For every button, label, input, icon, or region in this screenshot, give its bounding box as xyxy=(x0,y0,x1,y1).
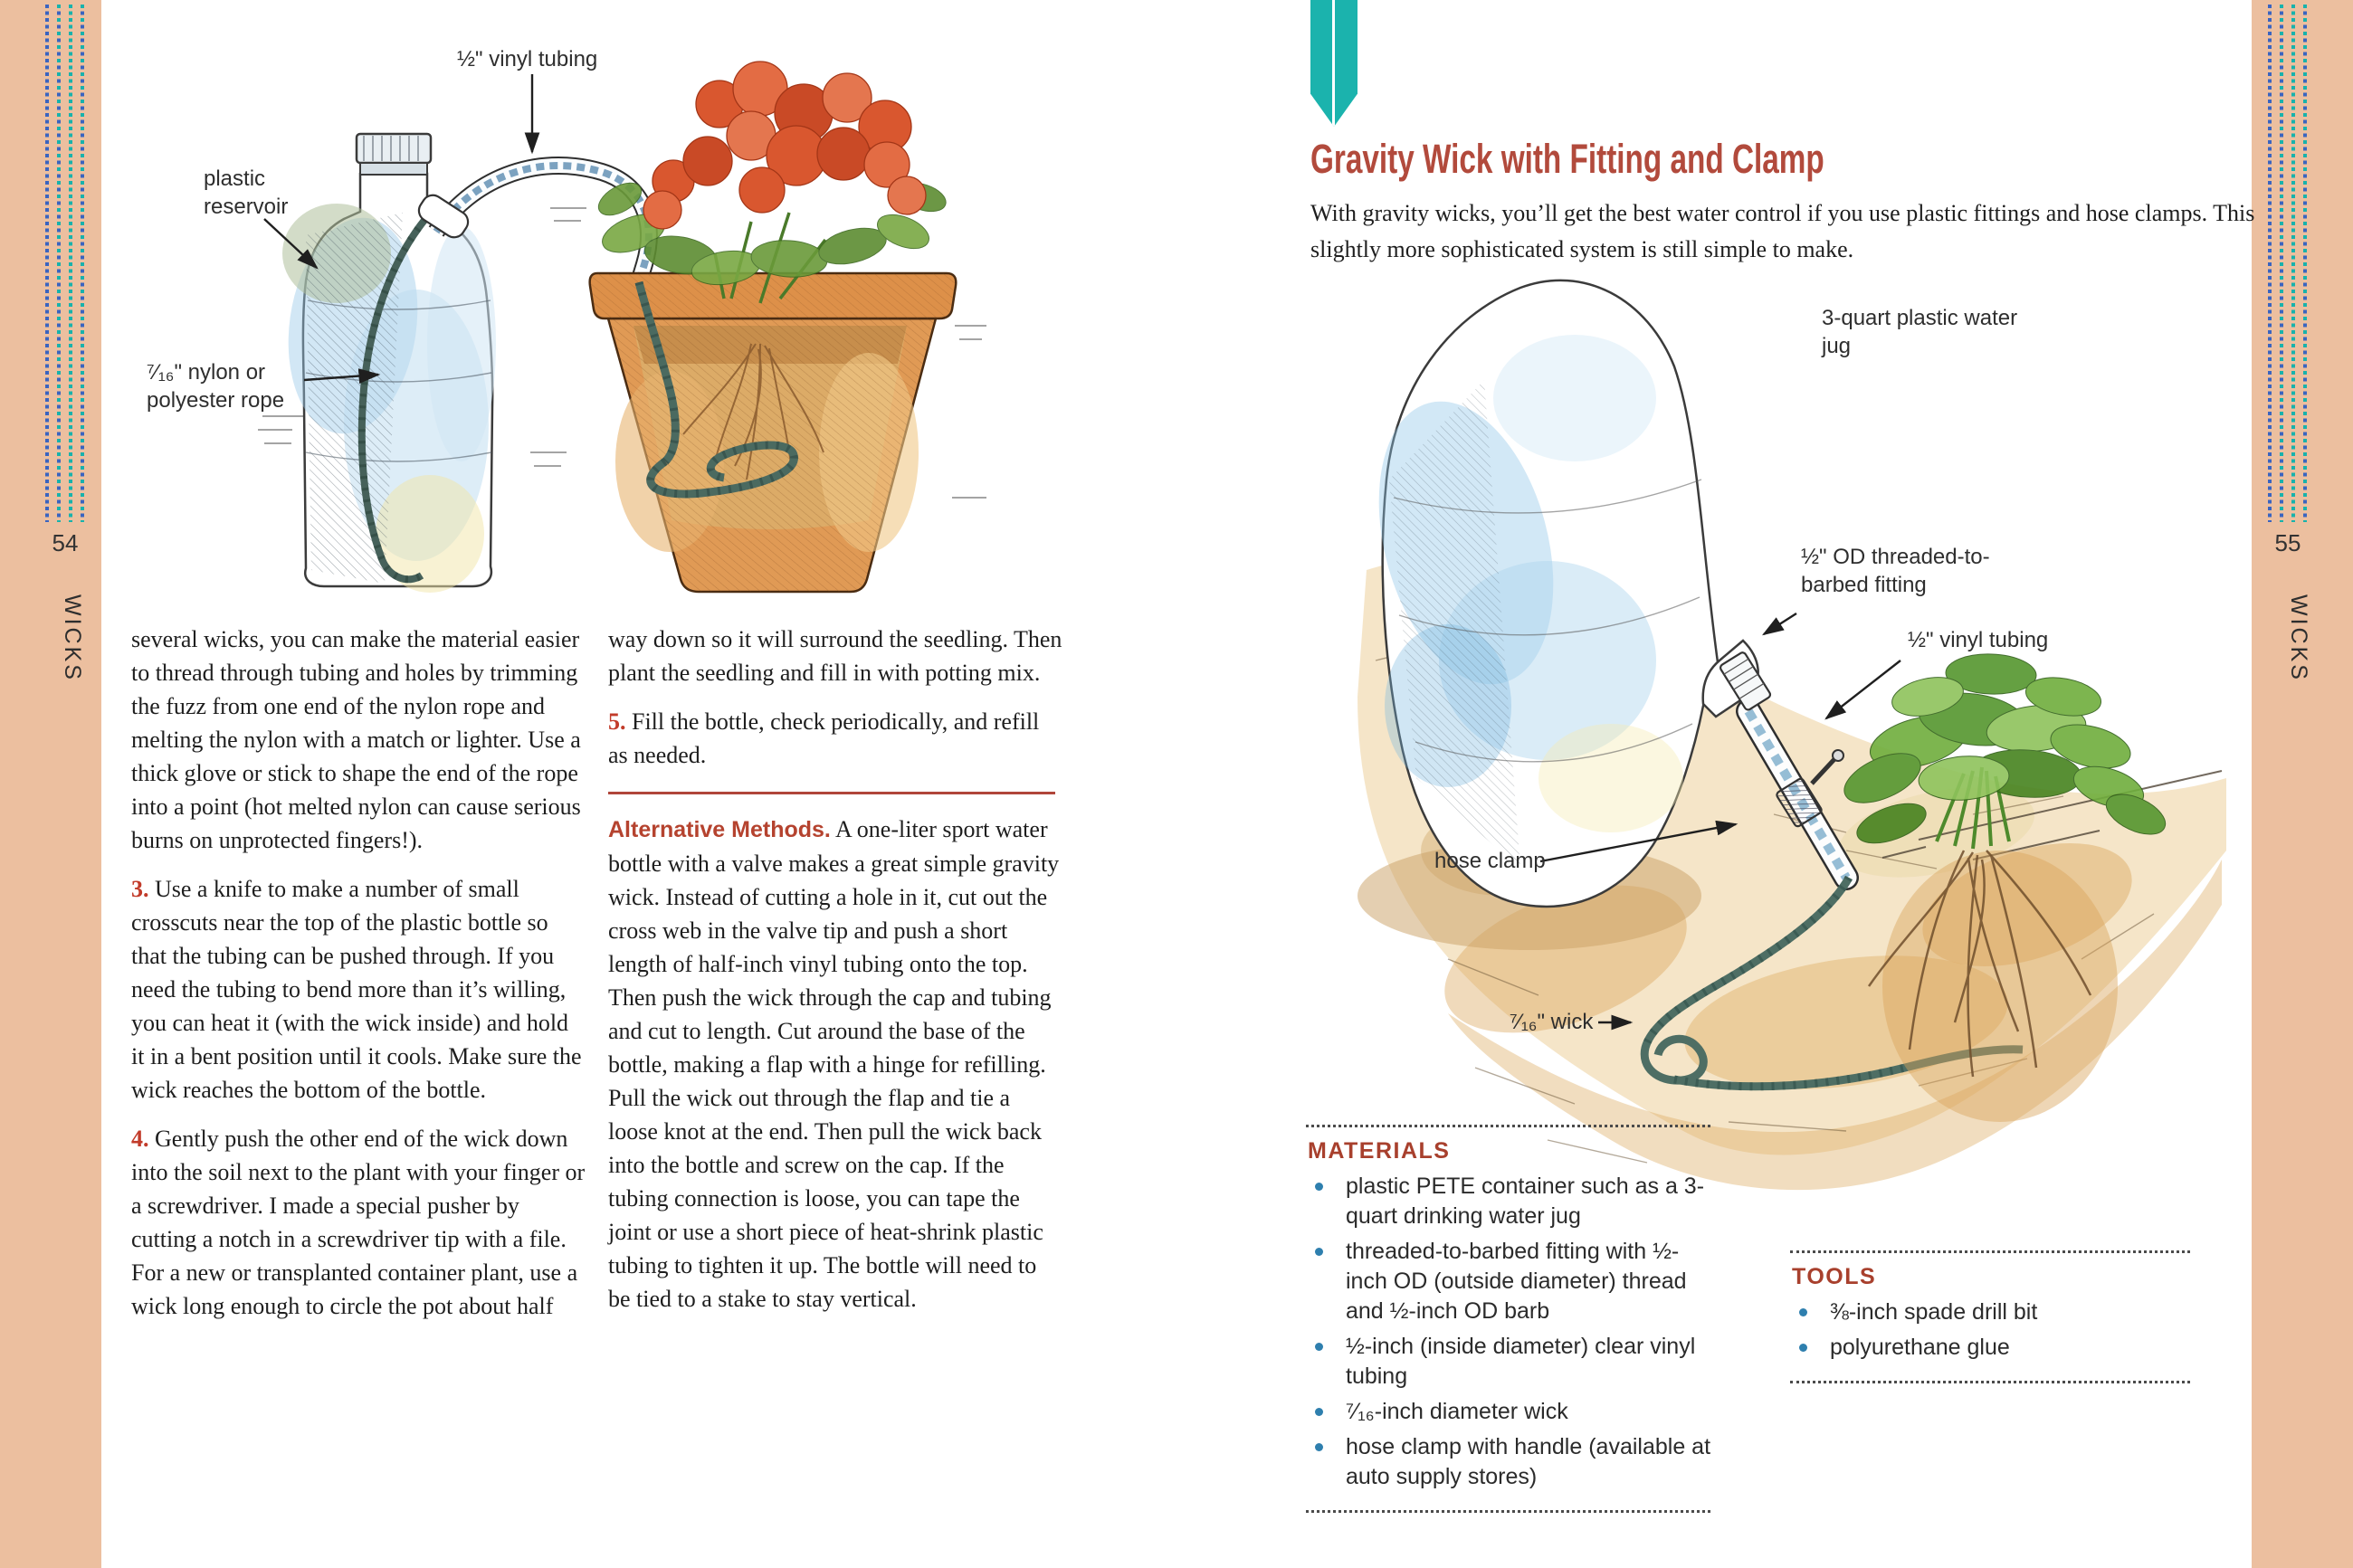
paragraph: several wicks, you can make the material easier to thread through tubing and holes by trimming the fuzz from one end of the nylon rope and melting the nylon with a match or lighter. Use a thick glove or stick to shape the end of the rope into a point (hot melted nylon can cause serious burns on unprotected fingers!). xyxy=(131,626,581,853)
page-number-left: 54 xyxy=(52,529,79,556)
list-item: ⁷⁄₁₆-inch diameter wick xyxy=(1306,1397,1710,1427)
list-item: polyurethane glue xyxy=(1790,1333,2190,1363)
materials-list xyxy=(1306,1172,1710,1492)
dot-pattern xyxy=(81,5,84,522)
text-column-2 xyxy=(608,622,1062,1331)
alternative-methods: Alternative Methods. A one-liter sport water bottle with a valve makes a great simple gravity wick. Instead of cutting a hole in it, cut out the cross web in the valve tip and push a short length of half-inch vinyl tubing onto the top. Then push the wick through the cap and tubing and cut to length. Cut around the base of the bottle, making a flap with a hinge for refilling. Pull the wick out through the flap and tie a loose knot at the end. Then pull the wick back into the bottle and screw on the cap. If the tubing connection is loose, you can tape the joint or use a short piece of heat-shrink plastic tubing to tighten it up. The bottle will need to be tied to a stake to stay vertical. xyxy=(608,816,1060,1312)
bullet-icon xyxy=(1799,1344,1807,1352)
list-item: hose clamp with handle (available at auto supply stores) xyxy=(1306,1432,1710,1492)
bullet-icon xyxy=(1799,1308,1807,1316)
label-wick: ⁷⁄₁₆" wick xyxy=(1510,1010,1594,1034)
dot-pattern xyxy=(2291,5,2295,522)
tools-box xyxy=(1790,1250,2190,1383)
alt-methods-heading: Alternative Methods. xyxy=(608,817,831,842)
label-nylon-rope: ⁷⁄₁₆" nylon or polyester rope xyxy=(147,360,285,413)
list-item: ⅜-inch spade drill bit xyxy=(1790,1297,2190,1327)
spine-label-left: WICKS xyxy=(60,594,85,682)
list-item: threaded-to-barbed fitting with ½-inch OD (outside diameter) thread and ½-inch OD barb xyxy=(1306,1237,1710,1326)
step-4: 4. Gently push the other end of the wick down into the soil next to the plant with your finger or a screwdriver. I made a special pusher by cutting a notch in a screwdriver tip with a file. For a new or transplanted container plant, use a wick long enough to circle the pot about half xyxy=(131,1126,586,1319)
jug-cap xyxy=(357,134,431,163)
page-number-right: 55 xyxy=(2274,529,2301,556)
text-column-1 xyxy=(131,622,586,1338)
bullet-icon xyxy=(1315,1408,1323,1416)
label-fitting: ½" OD threaded-to-barbed fitting xyxy=(1801,545,1990,597)
step-number: 5. xyxy=(608,708,626,735)
step-3: 3. Use a knife to make a number of small crosscuts near the top of the plastic bottle so that the tubing can be pushed through. If you need the tubing to bend more than it’s willing, you can heat it (with the wick inside) and hold it in a bent position until it cools. Make sure the wick reaches the bottom of the bottle. xyxy=(131,876,582,1103)
list-item: plastic PETE container such as a 3-quart drinking water jug xyxy=(1306,1172,1710,1231)
left-margin-strip xyxy=(0,0,101,1568)
label-vinyl-tubing: ½" vinyl tubing xyxy=(1908,628,2049,652)
materials-box xyxy=(1306,1125,1710,1513)
dot-pattern xyxy=(69,5,72,522)
dot-pattern xyxy=(2268,5,2272,522)
tools-list xyxy=(1790,1297,2190,1363)
wick-reservoir-illustration xyxy=(127,27,996,606)
bullet-icon xyxy=(1315,1183,1323,1191)
paragraph: way down so it will surround the seedling. Then plant the seedling and fill in with potting mix. xyxy=(608,626,1062,686)
label-plastic-reservoir: plastic reservoir xyxy=(204,166,289,219)
label-water-jug: 3-quart plastic water jug xyxy=(1822,306,2018,358)
label-vinyl-tubing: ½" vinyl tubing xyxy=(457,47,598,71)
step-number: 3. xyxy=(131,876,149,902)
intro-paragraph: With gravity wicks, you’ll get the best water control if you use plastic fittings and hose clamps. This slightly more sophisticated system is still simple to make. xyxy=(1310,200,2255,262)
spine-label-right: WICKS xyxy=(2286,594,2311,682)
materials-heading: MATERIALS xyxy=(1308,1138,1451,1164)
label-hose-clamp: hose clamp xyxy=(1434,849,1546,873)
dot-pattern xyxy=(57,5,61,522)
clay-pot xyxy=(590,273,957,592)
dot-pattern xyxy=(2303,5,2307,522)
bullet-icon xyxy=(1315,1343,1323,1351)
dot-pattern xyxy=(2280,5,2283,522)
step-number: 4. xyxy=(131,1126,149,1152)
step-5: 5. Fill the bottle, check periodically, and refill as needed. xyxy=(608,708,1040,768)
tools-heading: TOOLS xyxy=(1792,1264,1877,1289)
section-divider xyxy=(608,792,1055,794)
page-title: Gravity Wick with Fitting and Clamp xyxy=(1310,136,1824,182)
bullet-icon xyxy=(1315,1443,1323,1451)
list-item: ½-inch (inside diameter) clear vinyl tubing xyxy=(1306,1332,1710,1392)
bullet-icon xyxy=(1315,1248,1323,1256)
right-margin-strip xyxy=(2252,0,2353,1568)
bookmark-ribbon-icon xyxy=(1310,0,1358,127)
dot-pattern xyxy=(45,5,49,522)
